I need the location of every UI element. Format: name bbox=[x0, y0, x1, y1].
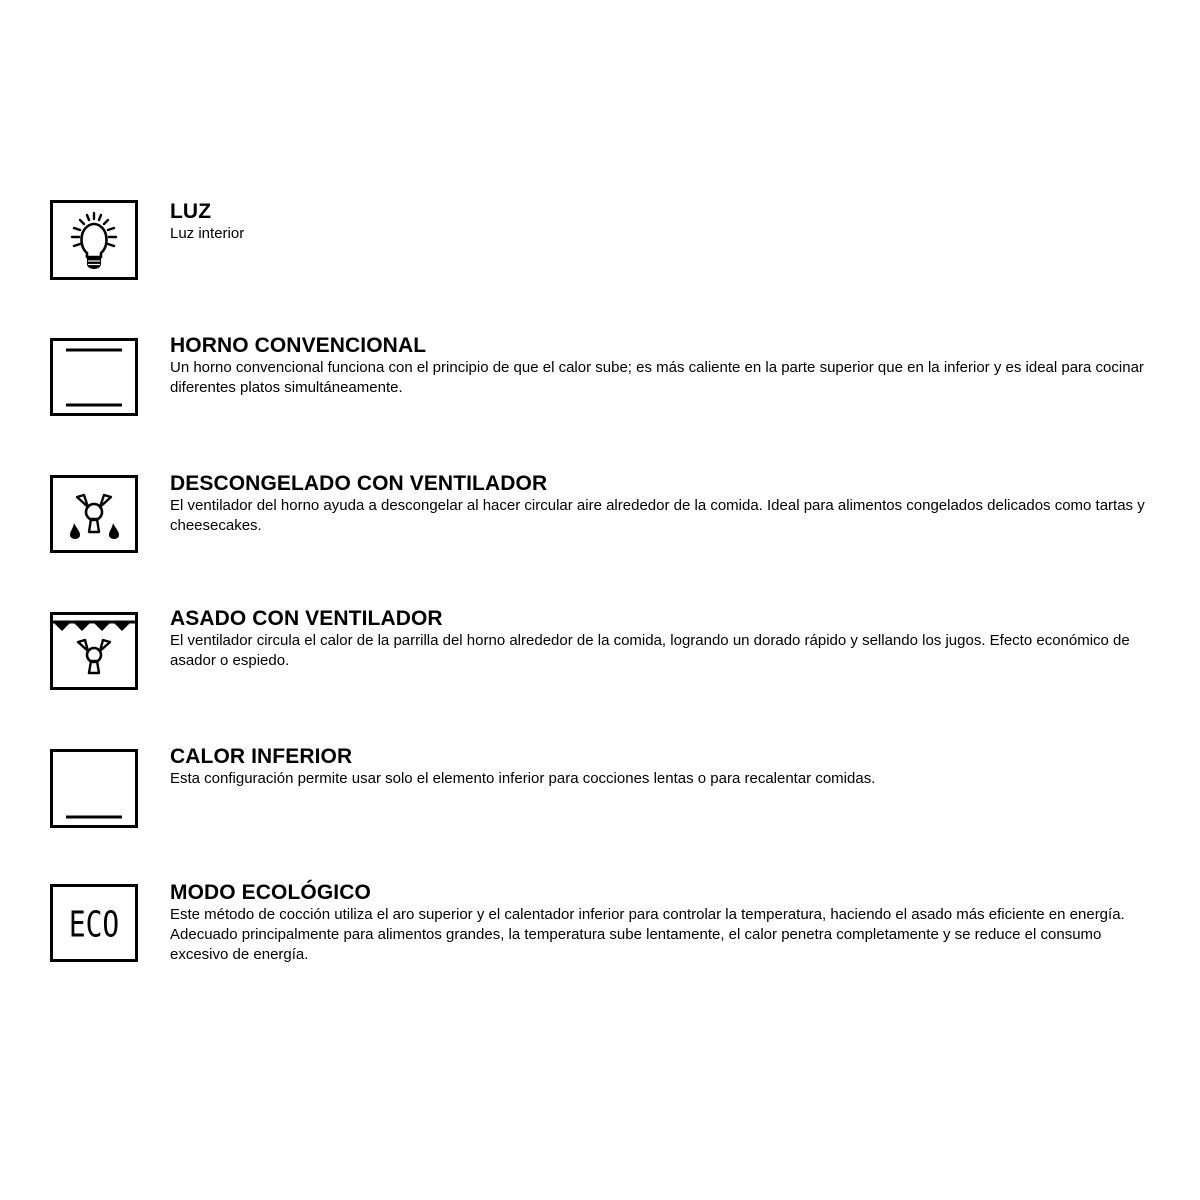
eco-icon bbox=[50, 884, 138, 964]
eco-icon-label: ECO bbox=[68, 903, 120, 946]
mode-description: Esta configuración permite usar solo el elemento inferior para cocciones lentas o para recalentar comidas. bbox=[170, 770, 876, 787]
mode-description: El ventilador circula el calor de la parrilla del horno alrededor de la comida, logrando un dorado rápido y sellando los jugos. Efecto económico de asador o espiedo. bbox=[170, 632, 1130, 669]
mode-title: HORNO CONVENCIONAL bbox=[170, 334, 427, 357]
mode-text-eco bbox=[170, 881, 1160, 965]
mode-text-conventional bbox=[170, 334, 1160, 398]
fan-grill-icon bbox=[50, 612, 138, 692]
mode-text-bottom-heat bbox=[170, 745, 1160, 789]
mode-description: El ventilador del horno ayuda a descongelar al hacer circular aire alrededor de la comida. Ideal para alimentos congelados delicados como tartas y cheesecakes. bbox=[170, 497, 1145, 534]
mode-title: CALOR INFERIOR bbox=[170, 745, 353, 768]
mode-title: MODO ECOLÓGICO bbox=[170, 881, 371, 904]
light-bulb-icon bbox=[50, 200, 138, 280]
mode-description: Este método de cocción utiliza el aro superior y el calentador inferior para controlar la temperatura, haciendo el asado más eficiente en energía. Adecuado principalmente para alimentos grandes, la temperatura sube lentamente, el calor penetra completamente y se reduce el consumo excesivo de energía. bbox=[170, 906, 1125, 963]
mode-title: DESCONGELADO CON VENTILADOR bbox=[170, 472, 548, 495]
mode-description: Luz interior bbox=[170, 225, 245, 242]
top-bottom-heat-icon bbox=[50, 338, 138, 418]
mode-title: LUZ bbox=[170, 200, 212, 223]
mode-description: Un horno convencional funciona con el principio de que el calor sube; es más caliente en la parte superior que en la inferior y es ideal para cocinar diferentes platos simultáneamente. bbox=[170, 359, 1144, 396]
fan-defrost-icon bbox=[50, 475, 138, 555]
mode-title: ASADO CON VENTILADOR bbox=[170, 607, 443, 630]
bottom-heat-icon bbox=[50, 749, 138, 829]
mode-text-fan-grill bbox=[170, 607, 1160, 671]
mode-text-fan-defrost bbox=[170, 472, 1160, 536]
mode-text-light bbox=[170, 200, 1160, 244]
